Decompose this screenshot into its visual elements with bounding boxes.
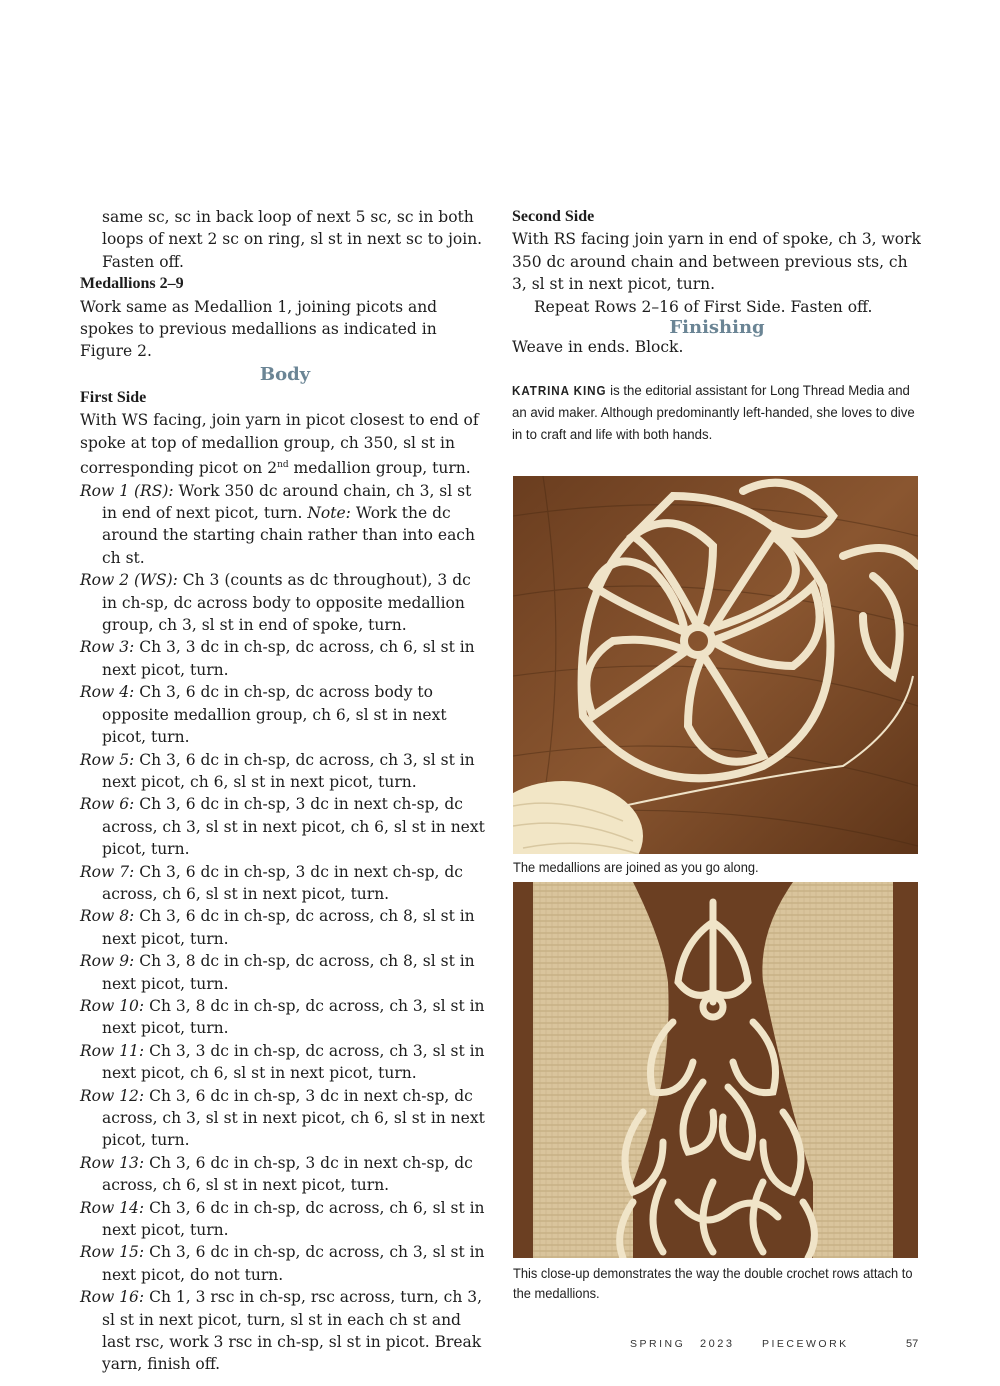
row-9: Row 9: Ch 3, 8 dc in ch-sp, dc across, ch 8, sl st in next picot, turn. — [80, 952, 475, 993]
caption-closeup: This close-up demonstrates the way the double crochet rows attach to the medallions. — [513, 1265, 913, 1301]
row-11: Row 11: Ch 3, 3 dc in ch-sp, dc across, ch 3, sl st in next picot, ch 6, sl st in next picot, turn. — [80, 1041, 485, 1083]
row-3: Row 3: Ch 3, 3 dc in ch-sp, dc across, ch 6, sl st in next picot, turn. — [80, 638, 475, 679]
caption-medallions: The medallions are joined as you go along. — [513, 859, 759, 875]
row-2: Row 2 (WS): Ch 3 (counts as dc throughout), 3 dc in ch-sp, dc across body to opposite medallion group, ch 3, sl st in end of spoke, turn. — [80, 571, 471, 635]
body-heading: Body — [259, 363, 311, 385]
closeup-photo — [513, 882, 918, 1258]
row-instructions — [80, 569, 490, 1376]
row-10: Row 10: Ch 3, 8 dc in ch-sp, dc across, ch 3, sl st in next picot, turn. — [80, 996, 485, 1038]
second-side-heading: Second Side — [512, 208, 595, 225]
finishing-text: Weave in ends. Block. — [512, 338, 684, 357]
continuation-text: same sc, sc in back loop of next 5 sc, sc in both loops of next 2 sc on ring, sl st in next sc to join. Fasten off. — [102, 208, 483, 271]
row-6: Row 6: Ch 3, 6 dc in ch-sp, 3 dc in next ch-sp, dc across, ch 3, sl st in next picot, ch 6, sl st in next picot, turn. — [80, 795, 485, 859]
row-5: Row 5: Ch 3, 6 dc in ch-sp, dc across, ch 3, sl st in next picot, ch 6, sl st in next picot, turn. — [80, 750, 475, 791]
first-side-text: With WS facing, join yarn in picot closest to end of spoke at top of medallion group, ch 350, sl st in corresponding picot on 2nd medallion group, turn. — [80, 411, 479, 478]
footer-season: SPRING — [630, 1338, 686, 1350]
row-13: Row 13: Ch 3, 6 dc in ch-sp, 3 dc in next ch-sp, dc across, ch 6, sl st in next picot, turn. — [80, 1153, 473, 1195]
row-12: Row 12: Ch 3, 6 dc in ch-sp, 3 dc in next ch-sp, dc across, ch 3, sl st in next picot, ch 6, sl st in next picot, turn. — [80, 1086, 485, 1150]
author-bio: KATRINA KING is the editorial assistant for Long Thread Media and an avid maker. Although predominantly left-handed, she loves to dive in to craft and life with both hands. — [512, 383, 915, 444]
row-8: Row 8: Ch 3, 6 dc in ch-sp, dc across, ch 8, sl st in next picot, turn. — [80, 907, 475, 948]
footer-year: 2023 — [700, 1338, 735, 1350]
repeat-text: Repeat Rows 2–16 of First Side. Fasten off. — [534, 297, 873, 316]
row-16: Row 16: Ch 1, 3 rsc in ch-sp, rsc across, turn, ch 3, sl st in next picot, turn, sl st in each ch st and last rsc, work 3 rsc in ch-sp, sl st in picot. Break yarn, finish off. — [80, 1288, 483, 1374]
page-number: 57 — [906, 1338, 919, 1350]
row-4: Row 4: Ch 3, 6 dc in ch-sp, dc across body to opposite medallion group, ch 6, sl st in next picot, turn. — [80, 683, 447, 747]
medallions-heading: Medallions 2–9 — [80, 275, 184, 293]
medallions-text: Work same as Medallion 1, joining picots and spokes to previous medallions as indicated in Figure 2. — [80, 297, 438, 361]
right-column — [512, 206, 922, 446]
second-side-text: With RS facing join yarn in end of spoke, ch 3, work 350 dc around chain and between previous sts, ch 3, sl st in next picot, turn. — [512, 230, 921, 294]
medallions-photo — [513, 476, 918, 854]
finishing-heading: Finishing — [669, 317, 765, 339]
row-14: Row 14: Ch 3, 6 dc in ch-sp, dc across, ch 6, sl st in next picot, turn. — [80, 1198, 485, 1240]
left-column — [80, 206, 490, 1376]
row-1: Row 1 (RS): Work 350 dc around chain, ch 3, sl st in end of next picot, turn. Note: Work the dc around the starting chain rather than into each ch st. — [80, 481, 475, 567]
row-7: Row 7: Ch 3, 6 dc in ch-sp, 3 dc in next ch-sp, dc across, ch 6, sl st in next picot, turn. — [80, 862, 463, 903]
row-15: Row 15: Ch 3, 6 dc in ch-sp, dc across, ch 3, sl st in next picot, do not turn. — [80, 1243, 485, 1284]
first-side-heading: First Side — [80, 388, 147, 406]
footer-magazine: PIECEWORK — [762, 1338, 849, 1350]
